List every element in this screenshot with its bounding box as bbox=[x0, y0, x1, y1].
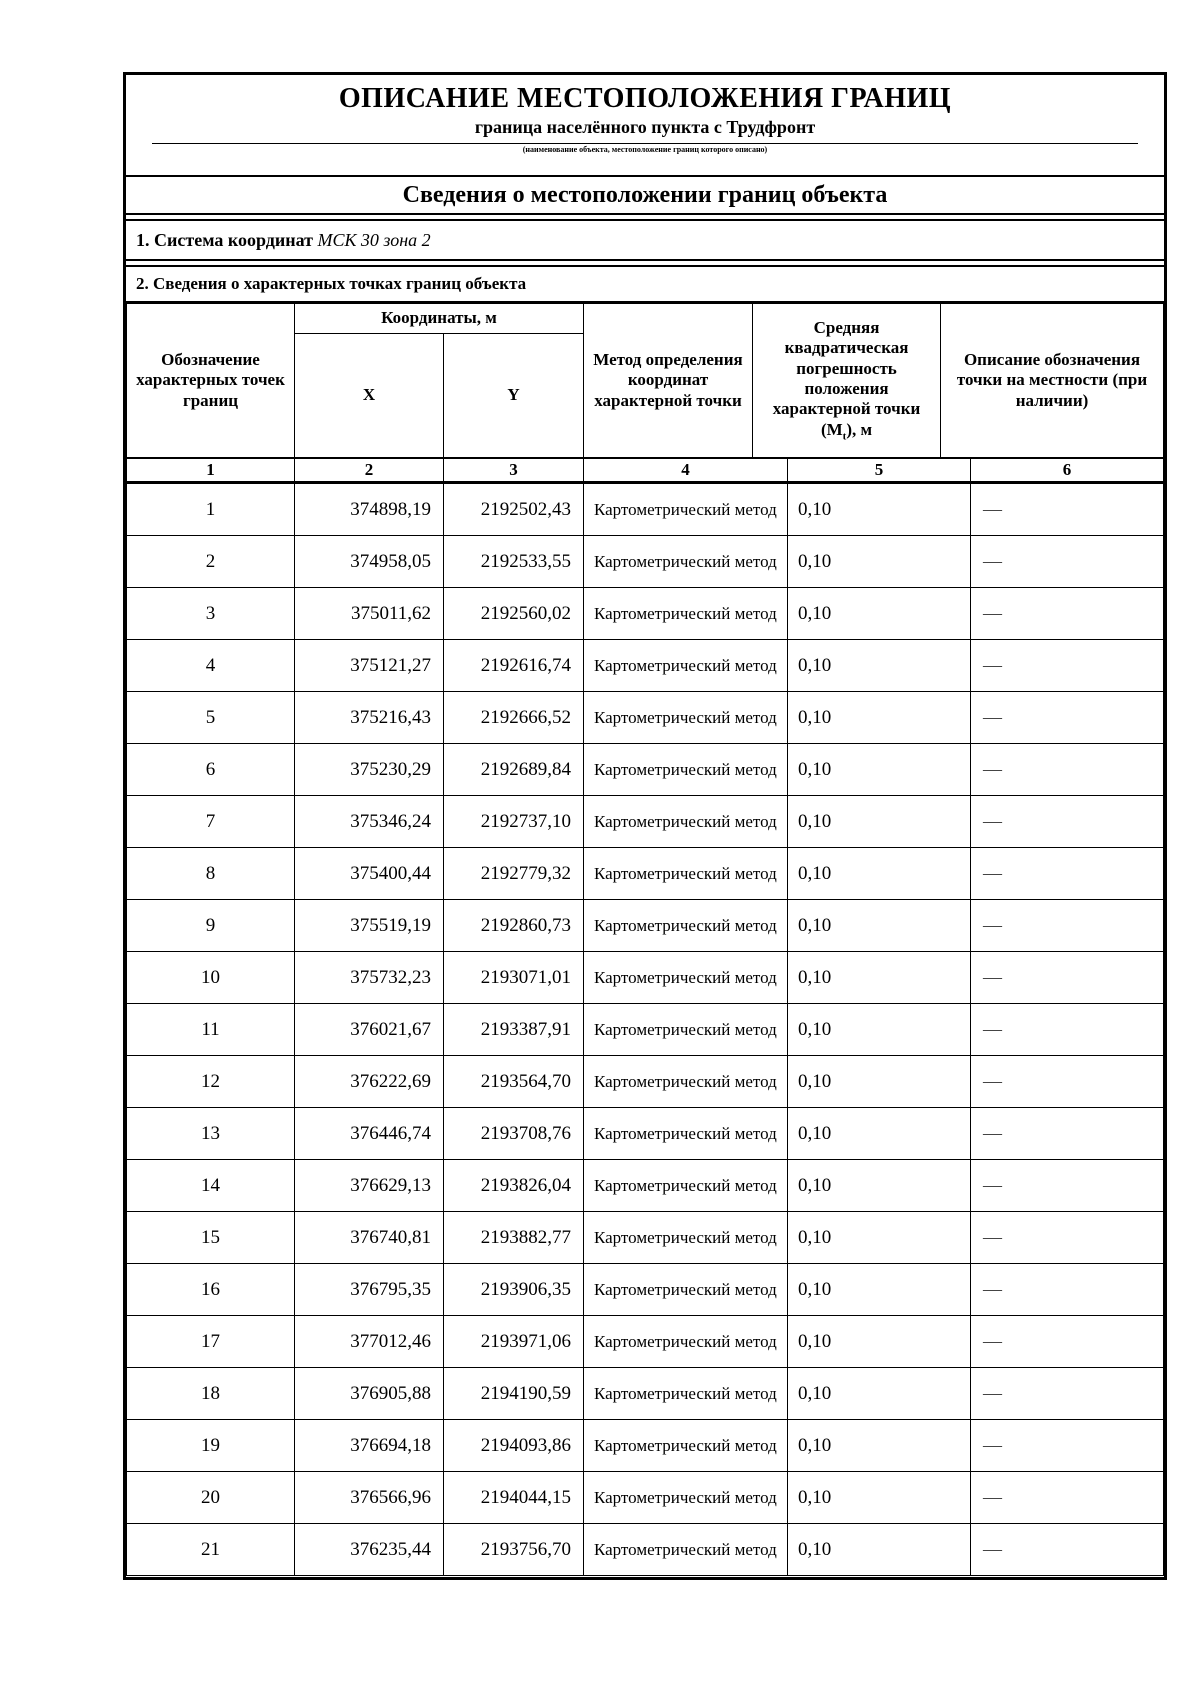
table-header bbox=[126, 303, 1164, 458]
table-row bbox=[127, 848, 1164, 900]
coord-y: 2192779,32 bbox=[444, 848, 584, 900]
coord-x: 377012,46 bbox=[295, 1316, 444, 1368]
method: Картометрический метод bbox=[584, 796, 788, 848]
point-description: — bbox=[971, 1004, 1164, 1056]
error-value: 0,10 bbox=[788, 744, 971, 796]
subtitle-underline bbox=[152, 143, 1138, 144]
coord-y: 2193708,76 bbox=[444, 1108, 584, 1160]
coord-x: 376566,96 bbox=[295, 1472, 444, 1524]
error-value: 0,10 bbox=[788, 1264, 971, 1316]
point-number: 9 bbox=[127, 900, 295, 952]
method: Картометрический метод bbox=[584, 1004, 788, 1056]
column-number: 3 bbox=[444, 459, 584, 482]
coord-x: 376795,35 bbox=[295, 1264, 444, 1316]
point-description: — bbox=[971, 796, 1164, 848]
point-number: 10 bbox=[127, 952, 295, 1004]
point-number: 7 bbox=[127, 796, 295, 848]
coord-y: 2194093,86 bbox=[444, 1420, 584, 1472]
table-row bbox=[127, 588, 1164, 640]
table-row bbox=[127, 536, 1164, 588]
point-description: — bbox=[971, 900, 1164, 952]
method: Картометрический метод bbox=[584, 640, 788, 692]
error-value: 0,10 bbox=[788, 588, 971, 640]
header-point-designation: Обозначение характерных точек границ bbox=[127, 304, 295, 458]
coord-y: 2193756,70 bbox=[444, 1524, 584, 1576]
error-value: 0,10 bbox=[788, 536, 971, 588]
error-value: 0,10 bbox=[788, 1524, 971, 1576]
column-number: 5 bbox=[788, 459, 971, 482]
point-number: 1 bbox=[127, 483, 295, 536]
table-row bbox=[127, 900, 1164, 952]
coord-x: 374898,19 bbox=[295, 483, 444, 536]
column-numbers bbox=[126, 458, 1164, 482]
coord-y: 2193906,35 bbox=[444, 1264, 584, 1316]
point-description: — bbox=[971, 1368, 1164, 1420]
error-value: 0,10 bbox=[788, 952, 971, 1004]
table-row bbox=[127, 1472, 1164, 1524]
method: Картометрический метод bbox=[584, 1160, 788, 1212]
header-y: Y bbox=[444, 334, 584, 458]
error-value: 0,10 bbox=[788, 640, 971, 692]
table-row bbox=[127, 692, 1164, 744]
coord-y: 2193971,06 bbox=[444, 1316, 584, 1368]
header-error: Средняя квадратическая погрешность положения характерной точки $(M_t)$, м bbox=[753, 304, 941, 458]
coord-y: 2192533,55 bbox=[444, 536, 584, 588]
coord-y: 2192616,74 bbox=[444, 640, 584, 692]
column-number: 2 bbox=[295, 459, 444, 482]
table-row bbox=[127, 1108, 1164, 1160]
point-description: — bbox=[971, 588, 1164, 640]
column-number: 4 bbox=[584, 459, 788, 482]
point-description: — bbox=[971, 1056, 1164, 1108]
point-number: 20 bbox=[127, 1472, 295, 1524]
error-value: 0,10 bbox=[788, 1368, 971, 1420]
table-row bbox=[127, 483, 1164, 536]
coord-system-row bbox=[126, 221, 1164, 261]
method: Картометрический метод bbox=[584, 1212, 788, 1264]
point-number: 15 bbox=[127, 1212, 295, 1264]
coord-system-label: 1. Система координат bbox=[136, 230, 313, 250]
method: Картометрический метод bbox=[584, 1472, 788, 1524]
method: Картометрический метод bbox=[584, 692, 788, 744]
point-number: 6 bbox=[127, 744, 295, 796]
method: Картометрический метод bbox=[584, 1316, 788, 1368]
error-value: 0,10 bbox=[788, 796, 971, 848]
coord-y: 2192860,73 bbox=[444, 900, 584, 952]
method: Картометрический метод bbox=[584, 952, 788, 1004]
coord-x: 375732,23 bbox=[295, 952, 444, 1004]
document-title: ОПИСАНИЕ МЕСТОПОЛОЖЕНИЯ ГРАНИЦ bbox=[338, 83, 952, 114]
coord-y: 2193882,77 bbox=[444, 1212, 584, 1264]
point-number: 19 bbox=[127, 1420, 295, 1472]
coord-x: 376694,18 bbox=[295, 1420, 444, 1472]
method: Картометрический метод bbox=[584, 483, 788, 536]
table-row bbox=[127, 744, 1164, 796]
error-value: 0,10 bbox=[788, 1316, 971, 1368]
point-description: — bbox=[971, 1264, 1164, 1316]
method: Картометрический метод bbox=[584, 1056, 788, 1108]
coord-x: 376905,88 bbox=[295, 1368, 444, 1420]
coord-x: 375346,24 bbox=[295, 796, 444, 848]
subtitle-caption: (наименование объекта, местоположение границ которого описано) bbox=[522, 145, 768, 154]
section-title: Сведения о местоположении границ объекта bbox=[126, 177, 1164, 215]
coord-y: 2192737,10 bbox=[444, 796, 584, 848]
point-description: — bbox=[971, 1160, 1164, 1212]
point-description: — bbox=[971, 536, 1164, 588]
method: Картометрический метод bbox=[584, 848, 788, 900]
coord-x: 376740,81 bbox=[295, 1212, 444, 1264]
method: Картометрический метод bbox=[584, 1108, 788, 1160]
coord-x: 376021,67 bbox=[295, 1004, 444, 1056]
method: Картометрический метод bbox=[584, 1420, 788, 1472]
error-value: 0,10 bbox=[788, 692, 971, 744]
method: Картометрический метод bbox=[584, 536, 788, 588]
error-value: 0,10 bbox=[788, 1212, 971, 1264]
point-description: — bbox=[971, 848, 1164, 900]
point-description: — bbox=[971, 1472, 1164, 1524]
document-subtitle: граница населённого пункта с Трудфронт bbox=[474, 117, 816, 137]
method: Картометрический метод bbox=[584, 1264, 788, 1316]
table-row bbox=[127, 1056, 1164, 1108]
method: Картометрический метод bbox=[584, 744, 788, 796]
coord-x: 375121,27 bbox=[295, 640, 444, 692]
table-row bbox=[127, 1160, 1164, 1212]
table-row bbox=[127, 1524, 1164, 1576]
table-row bbox=[127, 1264, 1164, 1316]
point-description: — bbox=[971, 1524, 1164, 1576]
coord-x: 376446,74 bbox=[295, 1108, 444, 1160]
point-description: — bbox=[971, 483, 1164, 536]
coord-x: 376629,13 bbox=[295, 1160, 444, 1212]
point-number: 4 bbox=[127, 640, 295, 692]
error-value: 0,10 bbox=[788, 900, 971, 952]
point-description: — bbox=[971, 1212, 1164, 1264]
point-number: 12 bbox=[127, 1056, 295, 1108]
point-number: 13 bbox=[127, 1108, 295, 1160]
coord-y: 2194190,59 bbox=[444, 1368, 584, 1420]
point-description: — bbox=[971, 1420, 1164, 1472]
coord-y: 2193387,91 bbox=[444, 1004, 584, 1056]
error-value: 0,10 bbox=[788, 483, 971, 536]
coord-x: 375519,19 bbox=[295, 900, 444, 952]
point-number: 3 bbox=[127, 588, 295, 640]
point-number: 8 bbox=[127, 848, 295, 900]
document-header bbox=[126, 75, 1164, 177]
table-row bbox=[127, 796, 1164, 848]
point-number: 5 bbox=[127, 692, 295, 744]
points-heading: 2. Сведения о характерных точках границ объекта bbox=[126, 267, 1164, 303]
column-number: 1 bbox=[127, 459, 295, 482]
table-row bbox=[127, 640, 1164, 692]
point-number: 21 bbox=[127, 1524, 295, 1576]
error-value: 0,10 bbox=[788, 1160, 971, 1212]
coord-x: 375400,44 bbox=[295, 848, 444, 900]
table-row bbox=[127, 1316, 1164, 1368]
coord-y: 2193071,01 bbox=[444, 952, 584, 1004]
point-number: 18 bbox=[127, 1368, 295, 1420]
table-row bbox=[127, 952, 1164, 1004]
coord-y: 2192666,52 bbox=[444, 692, 584, 744]
header-x: X bbox=[295, 334, 444, 458]
error-value: 0,10 bbox=[788, 1108, 971, 1160]
error-value: 0,10 bbox=[788, 1056, 971, 1108]
point-description: — bbox=[971, 744, 1164, 796]
method: Картометрический метод bbox=[584, 588, 788, 640]
coord-x: 375216,43 bbox=[295, 692, 444, 744]
error-value: 0,10 bbox=[788, 1004, 971, 1056]
point-description: — bbox=[971, 692, 1164, 744]
coord-x: 375011,62 bbox=[295, 588, 444, 640]
document-frame bbox=[123, 72, 1167, 1580]
table-row bbox=[127, 1212, 1164, 1264]
point-number: 17 bbox=[127, 1316, 295, 1368]
coord-x: 375230,29 bbox=[295, 744, 444, 796]
coord-system-value: МСК 30 зона 2 bbox=[317, 230, 431, 250]
coord-y: 2194044,15 bbox=[444, 1472, 584, 1524]
point-description: — bbox=[971, 1108, 1164, 1160]
error-value: 0,10 bbox=[788, 848, 971, 900]
coord-y: 2193826,04 bbox=[444, 1160, 584, 1212]
header-description: Описание обозначения точки на местности (при наличии) bbox=[941, 304, 1164, 458]
coord-x: 376235,44 bbox=[295, 1524, 444, 1576]
coord-y: 2192502,43 bbox=[444, 483, 584, 536]
header-coordinates: Координаты, м bbox=[295, 304, 584, 334]
point-description: — bbox=[971, 1316, 1164, 1368]
coord-y: 2192560,02 bbox=[444, 588, 584, 640]
point-number: 14 bbox=[127, 1160, 295, 1212]
coord-y: 2193564,70 bbox=[444, 1056, 584, 1108]
point-number: 16 bbox=[127, 1264, 295, 1316]
point-number: 2 bbox=[127, 536, 295, 588]
point-description: — bbox=[971, 952, 1164, 1004]
coord-y: 2192689,84 bbox=[444, 744, 584, 796]
coord-x: 374958,05 bbox=[295, 536, 444, 588]
point-number: 11 bbox=[127, 1004, 295, 1056]
error-value: 0,10 bbox=[788, 1420, 971, 1472]
header-method: Метод определения координат характерной точки bbox=[584, 304, 753, 458]
error-value: 0,10 bbox=[788, 1472, 971, 1524]
point-description: — bbox=[971, 640, 1164, 692]
table-row bbox=[127, 1004, 1164, 1056]
method: Картометрический метод bbox=[584, 900, 788, 952]
table-row bbox=[127, 1420, 1164, 1472]
points-table bbox=[126, 482, 1164, 1576]
column-number: 6 bbox=[971, 459, 1164, 482]
method: Картометрический метод bbox=[584, 1368, 788, 1420]
coord-x: 376222,69 bbox=[295, 1056, 444, 1108]
table-row bbox=[127, 1368, 1164, 1420]
method: Картометрический метод bbox=[584, 1524, 788, 1576]
